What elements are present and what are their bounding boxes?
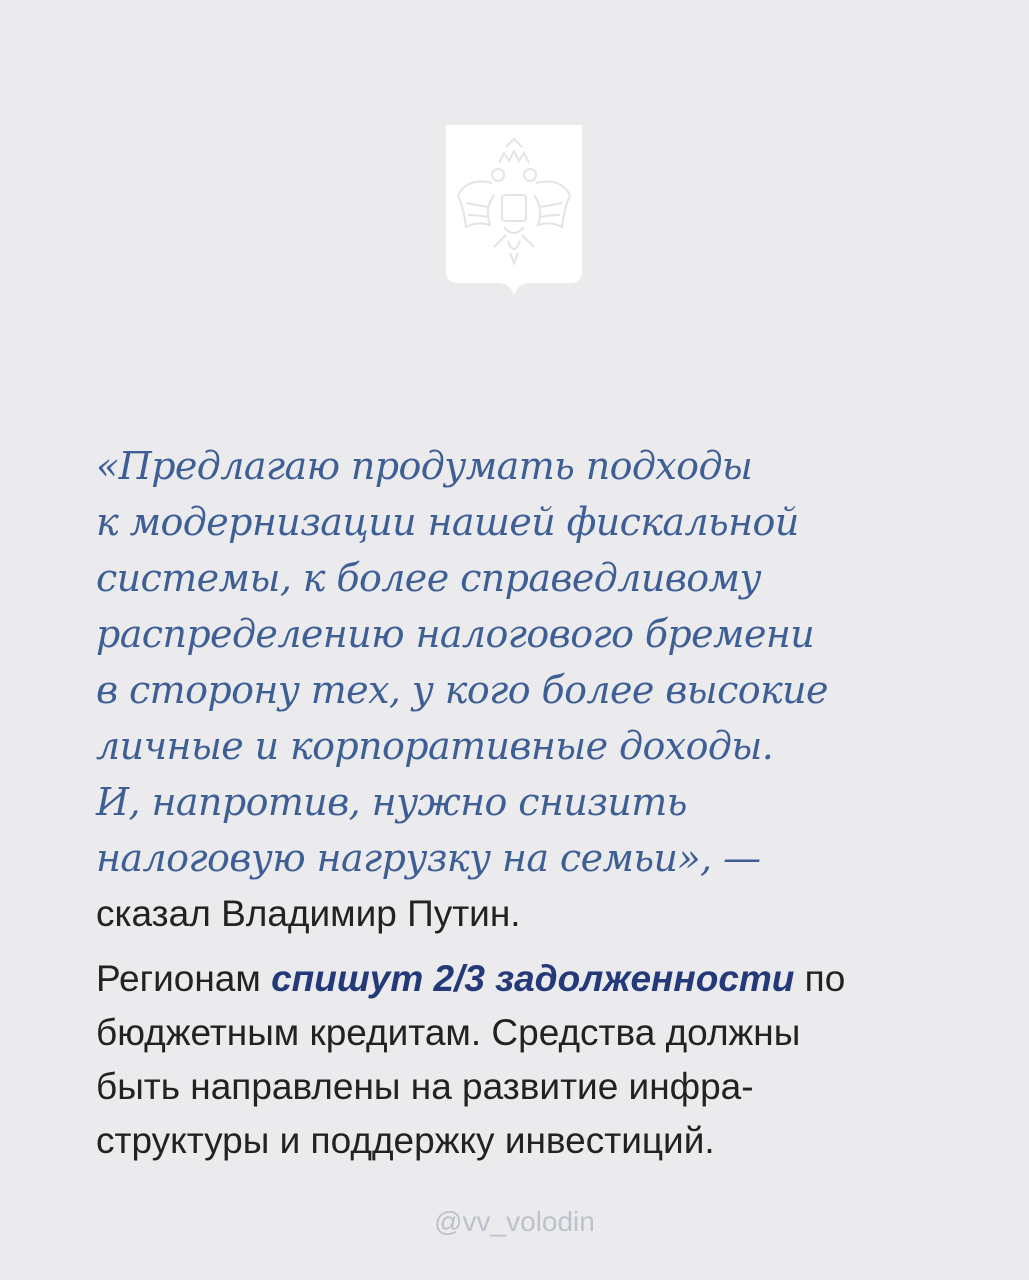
paragraph-text: по bbox=[794, 958, 846, 999]
russian-coat-of-arms-icon bbox=[444, 123, 584, 313]
quote-line: «Предлагаю продумать подходы bbox=[96, 444, 753, 488]
paragraph-line bbox=[96, 952, 956, 1006]
paragraph-line: быть направлены на развитие инфра- bbox=[96, 1066, 754, 1107]
quote-attribution: сказал Владимир Путин. bbox=[96, 893, 521, 934]
author-handle: @vv_volodin bbox=[434, 1206, 595, 1237]
paragraph-line: бюджетным кредитам. Средства должны bbox=[96, 1012, 801, 1053]
quote-line: к модернизации нашей фискальной bbox=[96, 500, 799, 544]
paragraph-text: Регионам bbox=[96, 958, 272, 999]
quote-line: личные и корпоративные доходы. bbox=[96, 724, 774, 768]
news-paragraph bbox=[96, 952, 956, 1168]
quote-line: налоговую нагрузку на семьи», — bbox=[96, 836, 761, 880]
quote-block bbox=[96, 438, 956, 942]
coat-of-arms-emblem bbox=[444, 123, 584, 313]
paragraph-line: структуры и поддержку инвестиций. bbox=[96, 1120, 715, 1161]
quote-line: распределению налогового бремени bbox=[96, 612, 815, 656]
quote-line: системы, к более справедливому bbox=[96, 556, 761, 600]
quote-line: в сторону тех, у кого более высокие bbox=[96, 668, 828, 712]
quote-line: И, напротив, нужно снизить bbox=[96, 780, 687, 824]
highlighted-phrase: спишут 2/3 задолженности bbox=[271, 958, 795, 999]
